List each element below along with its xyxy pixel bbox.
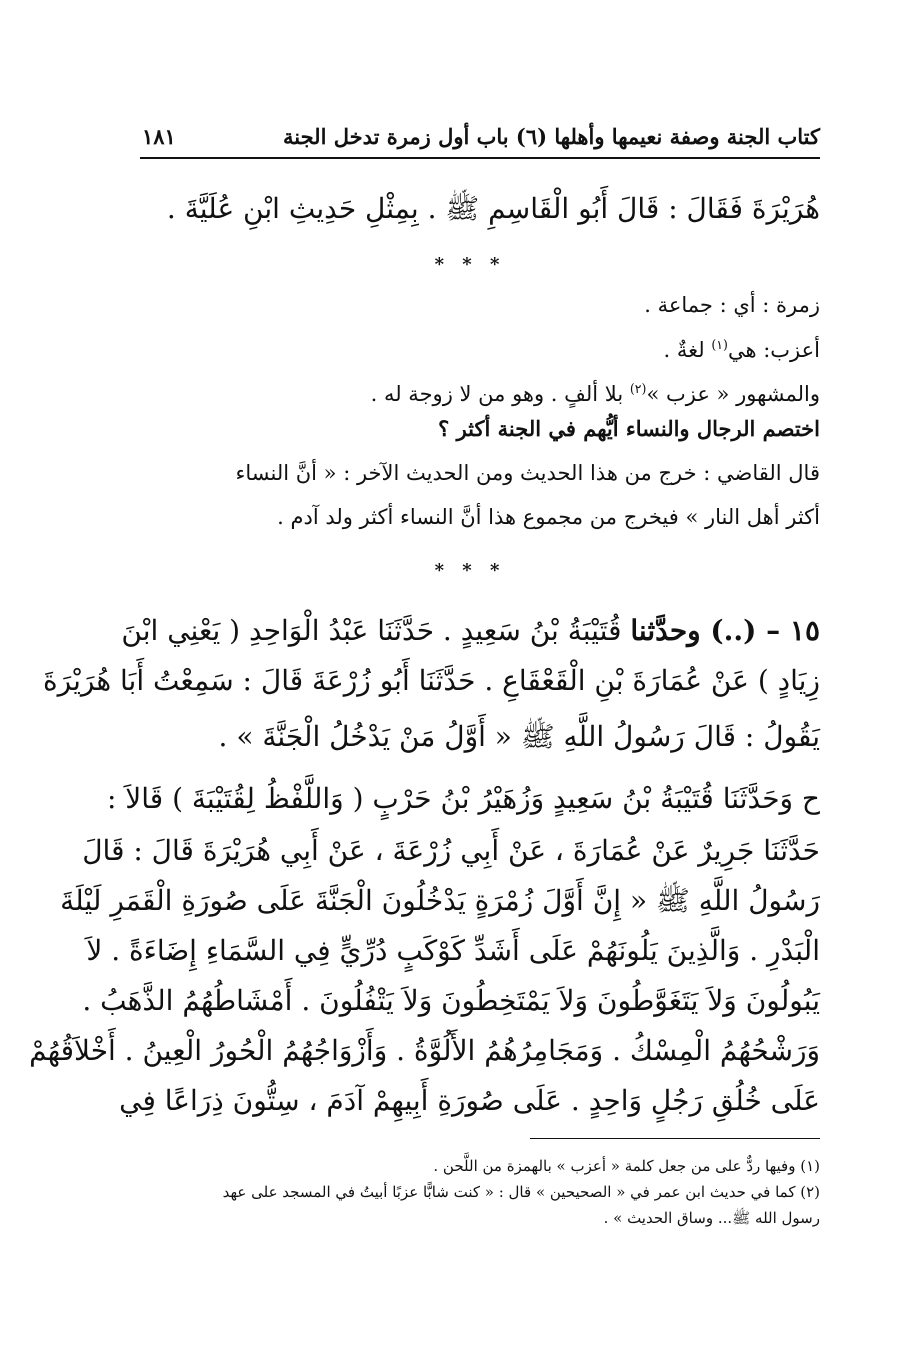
footnote: رسول الله ﷺ... وساق الحديث » . (603, 1209, 820, 1227)
hadith-line: وَرَشْحُهُمُ الْمِسْكُ . وَمَجَامِرُهُمُ الأَلُوَّةُ . وَأَزْوَاجُهُمُ الْحُورُ الْعِينُ . أَخْلاَقُهُمْ (29, 1034, 820, 1067)
footnote: (١) وفيها ردٌّ على من جعل كلمة « أعزب » بالهمزة من اللَّحن . (433, 1157, 820, 1175)
footnote-ref: (٢) (629, 381, 647, 396)
hadith-line: ح وَحَدَّثَنَا قُتَيْبَةُ بْنُ سَعِيدٍ وَزُهَيْرُ بْنُ حَرْبٍ ( وَاللَّفْظُ لِقُتَيْبَةَ ) قَالاَ : (106, 782, 820, 815)
hadith-text: قُتَيْبَةُ بْنُ سَعِيدٍ . حَدَّثَنَا عَبْدُ الْوَاحِدِ ( يَعْنِي ابْنَ (121, 614, 631, 647)
continuation-line: هُرَيْرَةَ فَقَالَ : قَالَ أَبُو الْقَاسِمِ ﷺ . بِمِثْلِ حَدِيثِ ابْنِ عُلَيَّةَ . (166, 192, 820, 225)
section-separator: * * * (434, 560, 506, 581)
commentary-text: أعزب: هي (727, 338, 820, 362)
commentary-text: لغةٌ . (663, 338, 712, 362)
hadith-line: زِيَادٍ ) عَنْ عُمَارَةَ بْنِ الْقَعْقَاعِ . حَدَّثَنَا أَبُو زُرْعَةَ قَالَ : سَمِعْتُ أَبَا هُرَيْرَةَ (42, 664, 820, 697)
hadith-line: الْبَدْرِ . وَالَّذِينَ يَلُونَهُمْ عَلَى أَشَدِّ كَوْكَبٍ دُرِّيٍّ فِي السَّمَاءِ إِضَاءَةً . لاَ (86, 934, 820, 967)
commentary-heading: اختصم الرجال والنساء أيُّهم في الجنة أكثر ؟ (438, 416, 820, 441)
hadith-line: يَبُولُونَ وَلاَ يَتَغَوَّطُونَ وَلاَ يَمْتَخِطُونَ وَلاَ يَتْفُلُونَ . أَمْشَاطُهُمُ الذَّهَبُ . (82, 984, 820, 1017)
hadith-line (121, 606, 820, 656)
commentary-text: والمشهور « عزب » (646, 382, 820, 406)
footnote: (٢) كما في حديث ابن عمر في « الصحيحين » قال : « كنت شابًّا عزبًا أبيتُ في المسجد على عهد (222, 1183, 820, 1201)
footnote-ref: (١) (711, 337, 728, 352)
page-header (140, 118, 820, 158)
hadith-line: عَلَى خُلُقِ رَجُلٍ وَاحِدٍ . عَلَى صُورَةِ أَبِيهِمْ آدَمَ ، سِتُّونَ ذِرَاعًا فِي (119, 1084, 820, 1117)
section-separator: * * * (434, 254, 506, 275)
commentary-line: أكثر أهل النار » فيخرج من مجموع هذا أنَّ النساء أكثر ولد آدم . (277, 505, 820, 529)
footnote-divider (530, 1138, 820, 1139)
hadith-line: حَدَّثَنَا جَرِيرٌ عَنْ عُمَارَةَ ، عَنْ أَبِي زُرْعَةَ ، عَنْ أَبِي هُرَيْرَةَ قَالَ : قَالَ (82, 834, 820, 867)
hadith-line: رَسُولُ اللَّهِ ﷺ « إِنَّ أَوَّلَ زُمْرَةٍ يَدْخُلُونَ الْجَنَّةَ عَلَى صُورَةِ الْقَمَرِ لَيْلَةَ (60, 884, 820, 917)
commentary-text: بلا ألفٍ . وهو من لا زوجة له . (370, 382, 630, 406)
commentary-line: قال القاضي : خرج من هذا الحديث ومن الحديث الآخر : « أنَّ النساء (235, 461, 820, 485)
commentary-line (140, 370, 820, 413)
header-divider (140, 157, 820, 159)
commentary-line: زمرة : أي : جماعة . (644, 293, 820, 317)
running-title: كتاب الجنة وصفة نعيمها وأهلها (٦) باب أول زمرة تدخل الجنة (283, 124, 820, 149)
commentary-line (140, 326, 820, 369)
hadith-number: ١٥ – (..) وحدَّثنا (630, 614, 820, 647)
hadith-line: يَقُولُ : قَالَ رَسُولُ اللَّهِ ﷺ « أَوَّلُ مَنْ يَدْخُلُ الْجَنَّةَ » . (218, 720, 820, 753)
page-number: ١٨١ (142, 124, 176, 149)
